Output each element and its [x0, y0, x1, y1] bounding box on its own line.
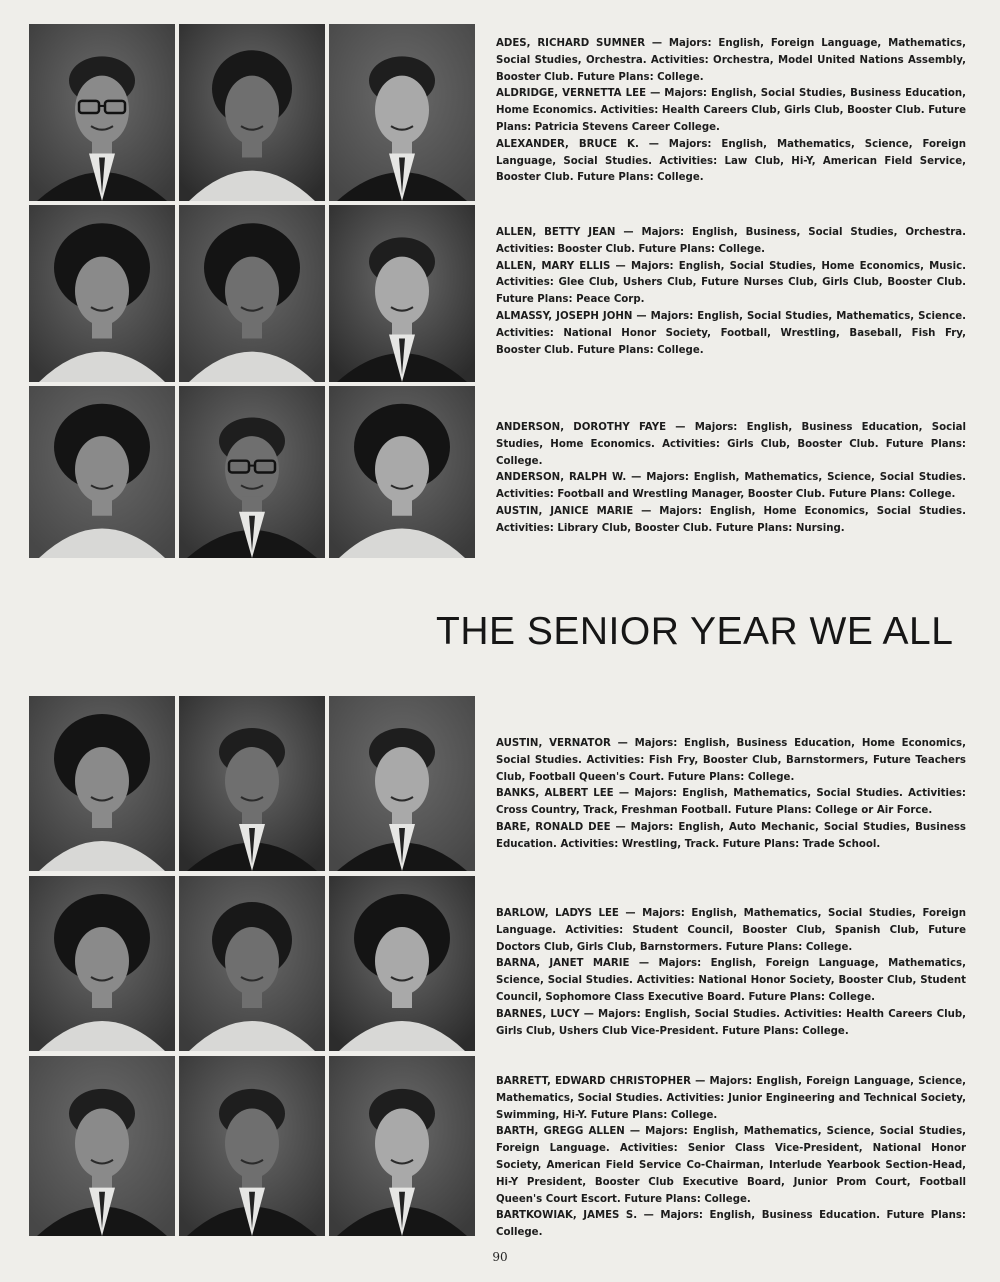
portrait-allen-mary	[179, 205, 325, 382]
portrait-ades-richard	[29, 24, 175, 201]
bio-barlow-ladys: BARLOW, LADYS LEE — Majors: English, Mathematics, Social Studies, Foreign Language. Activities: Student Council, Booster Club, Spanish Club, Future Doctors Club, Girls Club, Barnstormers. Future Plans: College.	[496, 908, 966, 953]
bio-banks-albert: BANKS, ALBERT LEE — Majors: English, Mathematics, Social Studies. Activities: Cross Country, Track, Freshman Football. Future Plans: College or Air Force.	[496, 788, 966, 817]
portrait-banks-albert	[179, 696, 325, 871]
page-number: 90	[492, 1250, 508, 1264]
bio-austin-vernator: AUSTIN, VERNATOR — Majors: English, Business Education, Home Economics, Social Studies. Activities: Fish Fry, Booster Club, Barnstormers, Future Teachers Club, Football Queen's Court. Future Plans: College.	[496, 738, 966, 783]
bio-anderson-dorothy: ANDERSON, DOROTHY FAYE — Majors: English, Business Education, Social Studies, Home Economics. Activities: Girls Club, Booster Club. Future Plans: College.	[496, 422, 966, 467]
portrait-almassy-joseph	[329, 205, 475, 382]
bio-almassy-joseph: ALMASSY, JOSEPH JOHN — Majors: English, Social Studies, Mathematics, Science. Activities: National Honor Society, Football, Wrestling, Baseball, Fish Fry, Booster Club. Future Plans: College.	[496, 310, 966, 356]
portrait-bartkowiak-james	[329, 1056, 475, 1236]
bio-group-row-6	[496, 1074, 966, 1242]
bio-ades-richard: ADES, RICHARD SUMNER — Majors: English, Foreign Language, Mathematics, Social Studies, Orchestra. Activities: Orchestra, Model United Nations Assembly, Booster Club. Future Plans: College.	[496, 38, 966, 83]
bio-group-row-3	[496, 420, 966, 538]
portrait-alexander-bruce	[329, 24, 475, 201]
portrait-aldridge-vernetta	[179, 24, 325, 201]
bio-barth-gregg: BARTH, GREGG ALLEN — Majors: English, Mathematics, Science, Social Studies, Foreign Language. Activities: Senior Class Vice-President, National Honor Society, American Field Service Co-Chairman, Interlude Yearbook Section-Head, Hi-Y President, Booster Club Executive Board, Junior Prom Court, Football Queen's Court Escort. Future Plans: College.	[496, 1126, 966, 1205]
portrait-austin-janice	[329, 386, 475, 558]
bio-anderson-ralph: ANDERSON, RALPH W. — Majors: English, Mathematics, Science, Social Studies. Activities: Football and Wrestling Manager, Booster Club. Future Plans: College.	[496, 472, 966, 501]
portrait-anderson-dorothy	[29, 386, 175, 558]
portrait-barnes-lucy	[329, 876, 475, 1051]
bio-bare-ronald: BARE, RONALD DEE — Majors: English, Auto Mechanic, Social Studies, Business Education. Activities: Wrestling, Track. Future Plans: Trade School.	[496, 821, 966, 850]
bio-barrett-edward: BARRETT, EDWARD CHRISTOPHER — Majors: English, Foreign Language, Science, Mathematics, Social Studies. Activities: Junior Engineering and Technical Society, Swimming, Hi-Y. Future Plans: College.	[496, 1076, 966, 1121]
bio-austin-janice: AUSTIN, JANICE MARIE — Majors: English, Home Economics, Social Studies. Activities: Library Club, Booster Club. Future Plans: Nursing.	[496, 505, 966, 534]
portrait-bare-ronald	[329, 696, 475, 871]
bio-barna-janet: BARNA, JANET MARIE — Majors: English, Foreign Language, Mathematics, Science, Social Studies. Activities: National Honor Society, Booster Club, Student Council, Sophomore Class Executive Board. Future Plans: College.	[496, 958, 966, 1003]
portrait-barth-gregg	[179, 1056, 325, 1236]
page-headline: THE SENIOR YEAR WE ALL	[436, 610, 954, 653]
bio-bartkowiak-james: BARTKOWIAK, JAMES S. — Majors: English, Business Education. Future Plans: College.	[496, 1210, 966, 1239]
portrait-barlow-ladys	[29, 876, 175, 1051]
portrait-barna-janet	[179, 876, 325, 1051]
bottom-section	[0, 696, 1000, 1241]
bio-allen-betty: ALLEN, BETTY JEAN — Majors: English, Business, Social Studies, Orchestra. Activities: Booster Club. Future Plans: College.	[496, 227, 966, 255]
bio-group-row-2	[496, 225, 966, 359]
bio-allen-mary: ALLEN, MARY ELLIS — Majors: English, Social Studies, Home Economics, Music. Activities: Glee Club, Ushers Club, Future Nurses Club, Girls Club, Booster Club. Future Plans: Peace Corp.	[496, 260, 966, 306]
portrait-anderson-ralph	[179, 386, 325, 558]
portrait-barrett-edward	[29, 1056, 175, 1236]
bio-barnes-lucy: BARNES, LUCY — Majors: English, Social Studies. Activities: Health Careers Club, Girls Club, Ushers Club Vice-President. Future Plans: College.	[496, 1008, 966, 1037]
top-section	[0, 24, 1000, 564]
bio-aldridge-vernetta: ALDRIDGE, VERNETTA LEE — Majors: English, Social Studies, Business Education, Home Economics. Activities: Health Careers Club, Girls Club, Booster Club. Future Plans: Patricia Stevens Career College.	[496, 88, 966, 133]
portrait-allen-betty	[29, 205, 175, 382]
bio-group-row-4	[496, 736, 966, 854]
bio-group-row-5	[496, 906, 966, 1040]
bio-group-row-1	[496, 36, 966, 187]
portrait-austin-vernator	[29, 696, 175, 871]
bio-alexander-bruce: ALEXANDER, BRUCE K. — Majors: English, Mathematics, Science, Foreign Language, Social Studies. Activities: Law Club, Hi-Y, American Field Service, Booster Club. Future Plans: College.	[496, 138, 966, 184]
